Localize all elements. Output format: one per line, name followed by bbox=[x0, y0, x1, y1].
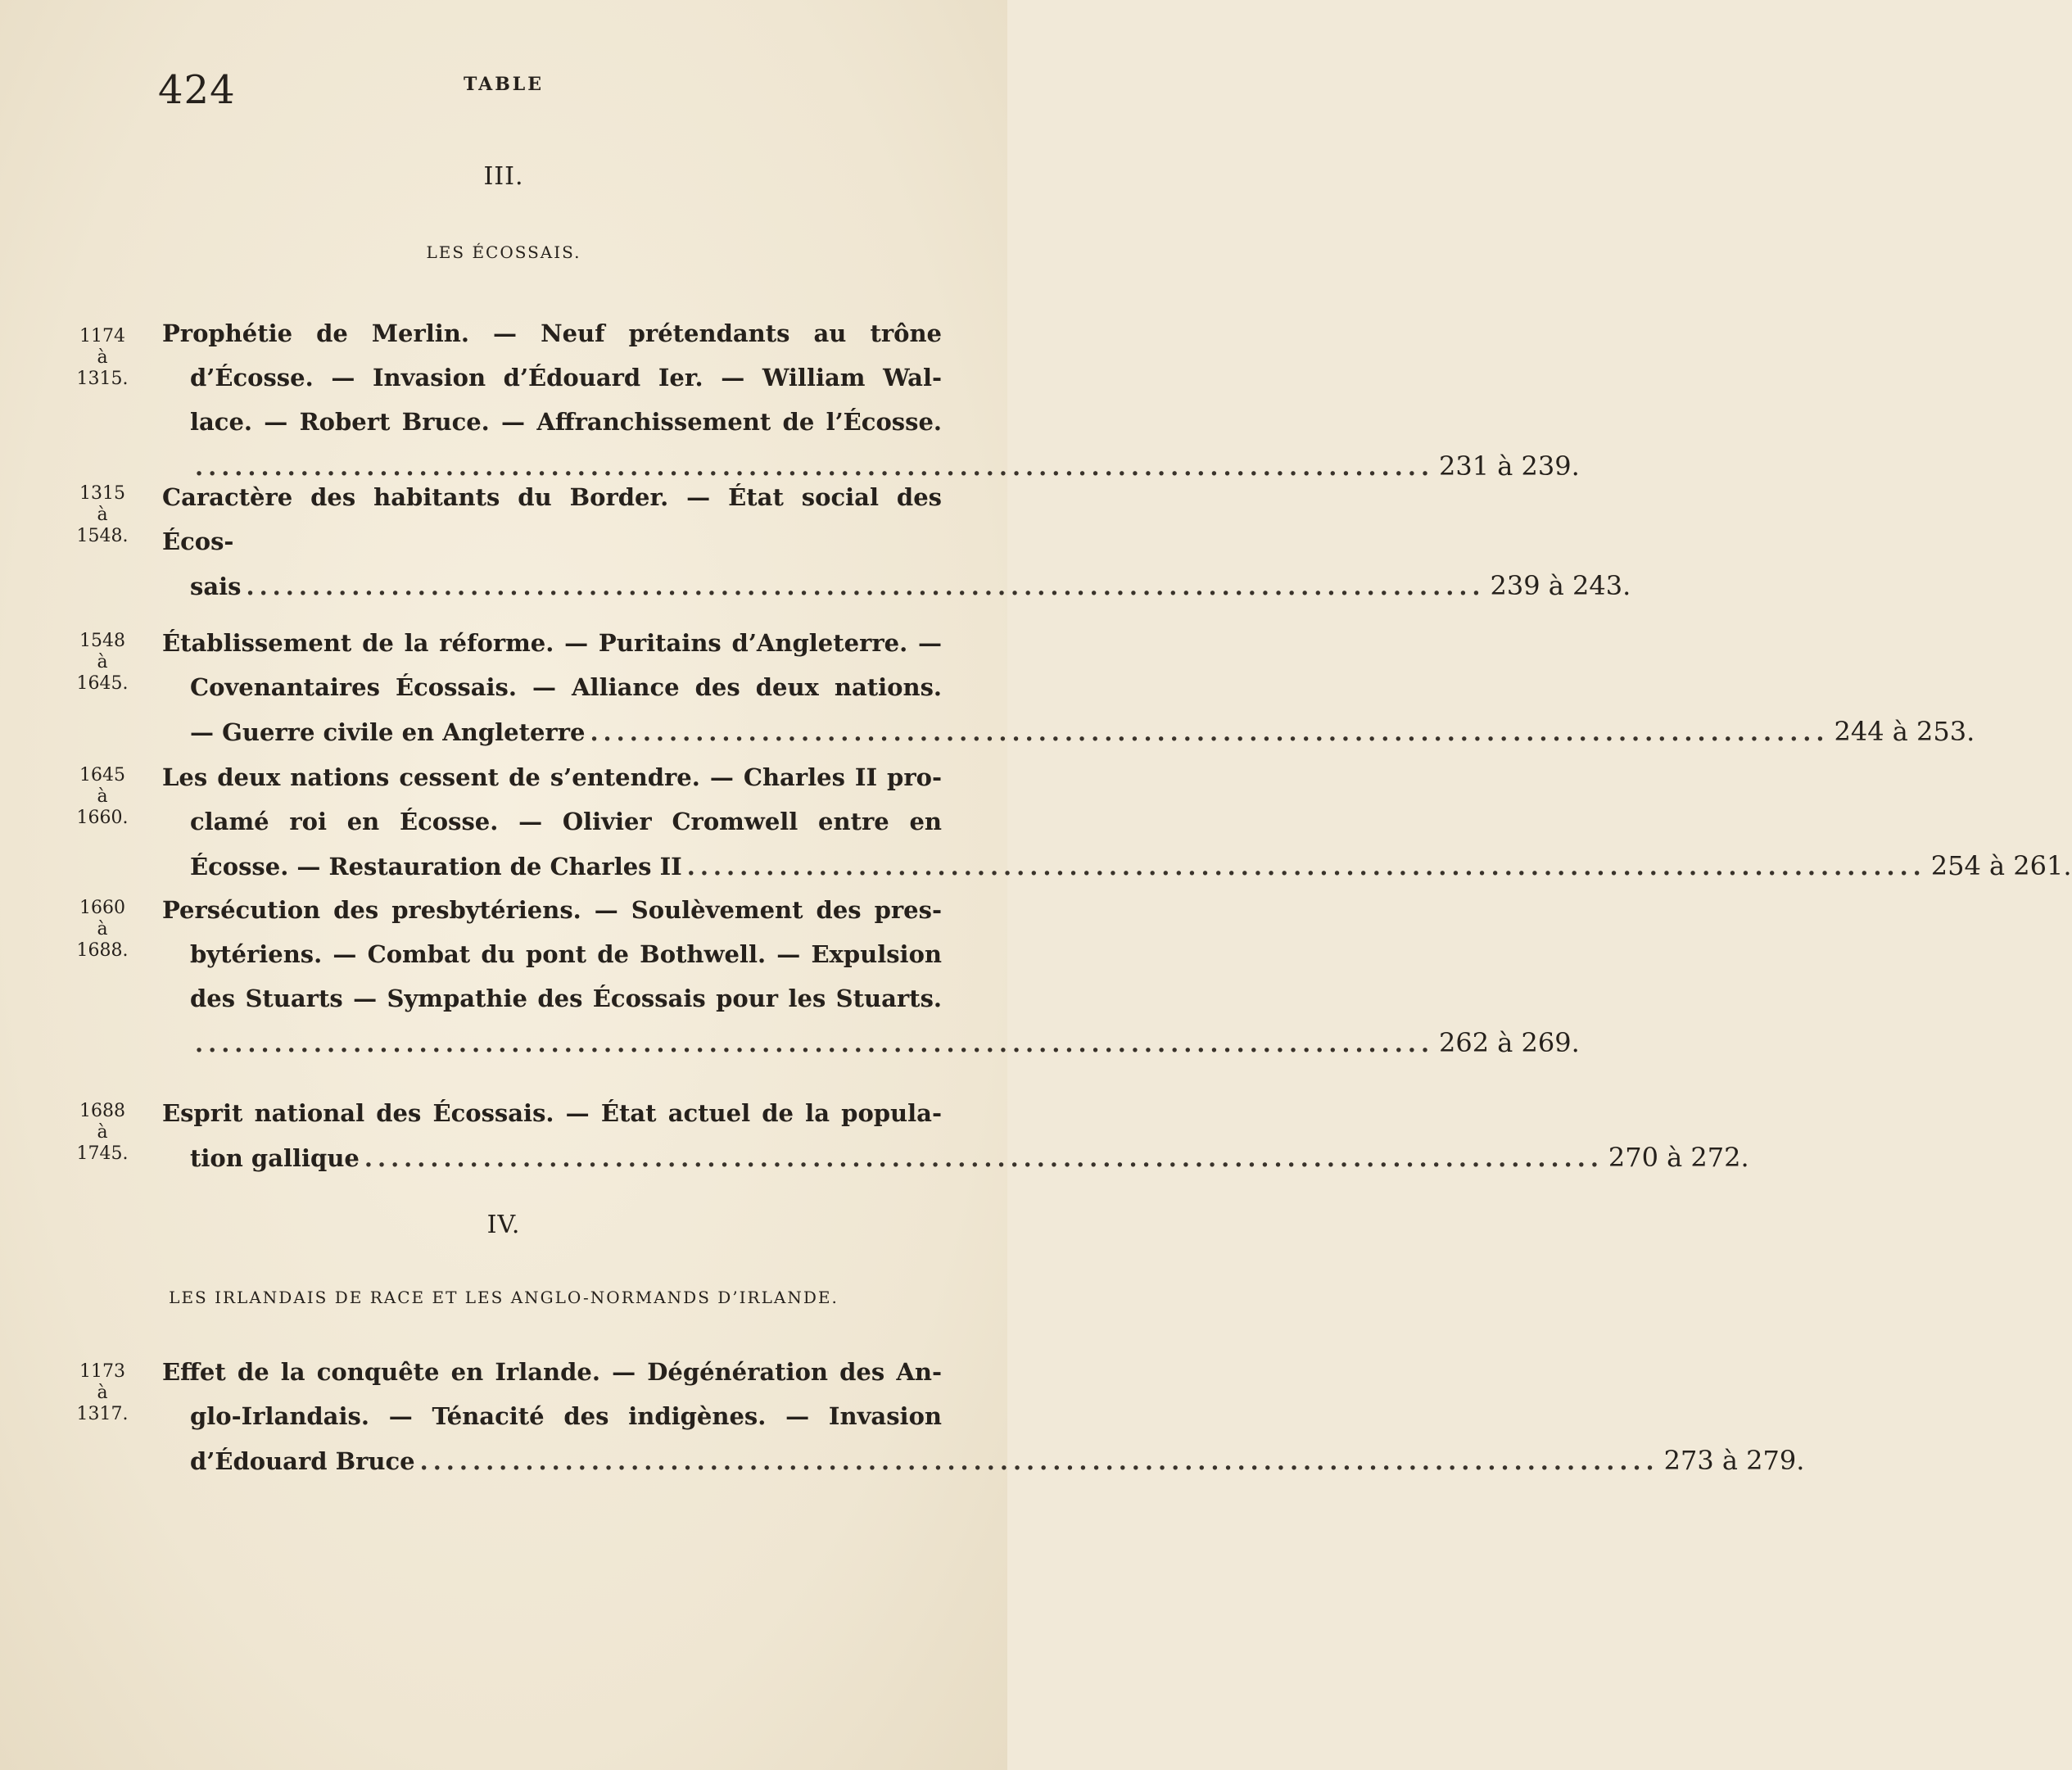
entry-line: Les deux nations cessent de s’entendre. — Charles II pro- bbox=[162, 763, 942, 791]
page-range: 239 à 243. bbox=[1490, 570, 1631, 601]
entry-dates bbox=[66, 898, 139, 962]
date-start: 1315 bbox=[79, 483, 125, 504]
leader-text: Écosse. — Restauration de Charles II bbox=[190, 853, 682, 880]
entry-line: Effet de la conquête en Irlande. — Dégénération des An- bbox=[162, 1358, 942, 1386]
dot-leader: .............................................................................................. bbox=[590, 718, 1830, 746]
entry-line: Persécution des presbytériens. — Soulèvement des pres- bbox=[162, 896, 942, 924]
date-sep: à bbox=[97, 652, 108, 672]
date-sep: à bbox=[97, 919, 108, 939]
entry-dates bbox=[66, 483, 139, 547]
entry-text bbox=[162, 311, 1580, 489]
entry-line: des Stuarts — Sympathie des Écossais pour les Stuarts. bbox=[190, 985, 942, 1012]
leader-text: sais bbox=[190, 573, 242, 600]
date-start: 1173 bbox=[79, 1361, 125, 1382]
entry-text bbox=[162, 475, 1631, 609]
page-range: 262 à 269. bbox=[1439, 1027, 1580, 1058]
entry-dates bbox=[66, 1361, 139, 1425]
date-end: 1317. bbox=[76, 1404, 129, 1424]
date-end: 1660. bbox=[76, 808, 129, 828]
entry-text bbox=[162, 755, 2072, 889]
date-sep: à bbox=[97, 786, 108, 807]
leader-line bbox=[162, 564, 1631, 609]
date-start: 1548 bbox=[79, 631, 125, 651]
entry-line: clamé roi en Écosse. — Olivier Cromwell entre en bbox=[190, 808, 942, 835]
page-header bbox=[0, 67, 1007, 116]
entry-line: bytériens. — Combat du pont de Bothwell. — Expulsion bbox=[190, 940, 942, 968]
entry-dates bbox=[66, 631, 139, 695]
entry-line: glo-Irlandais. — Ténacité des indigènes. — Invasion bbox=[190, 1402, 942, 1430]
entry-line: Caractère des habitants du Border. — État social des Écos- bbox=[162, 483, 942, 555]
page-range: 270 à 272. bbox=[1608, 1142, 1749, 1173]
leader-text: tion gallique bbox=[190, 1144, 360, 1172]
leader-text: d’Édouard Bruce bbox=[190, 1447, 415, 1475]
date-sep: à bbox=[97, 1383, 108, 1403]
page-number: 424 bbox=[158, 67, 236, 113]
date-end: 1745. bbox=[76, 1143, 129, 1164]
date-start: 1645 bbox=[79, 765, 125, 785]
dot-leader: .............................................................................................. bbox=[195, 453, 1435, 481]
entry-line: Covenantaires Écossais. — Alliance des deux nations. bbox=[190, 673, 942, 701]
date-start: 1174 bbox=[79, 326, 125, 346]
date-sep: à bbox=[97, 505, 108, 525]
section-title: LES ÉCOSSAIS. bbox=[426, 242, 581, 262]
date-start: 1660 bbox=[79, 898, 125, 918]
dot-leader: .............................................................................................. bbox=[419, 1447, 1659, 1475]
date-end: 1315. bbox=[76, 369, 129, 389]
leader-line bbox=[162, 844, 2072, 889]
date-end: 1645. bbox=[76, 673, 129, 694]
date-end: 1688. bbox=[76, 940, 129, 961]
entry-text bbox=[162, 621, 1975, 754]
leader-line bbox=[162, 1021, 1580, 1066]
dot-leader: .............................................................................................. bbox=[686, 853, 1926, 880]
page-range: 273 à 279. bbox=[1663, 1445, 1805, 1476]
entry-dates bbox=[66, 326, 139, 390]
page-range: 244 à 253. bbox=[1834, 716, 1975, 747]
section-numeral: IV. bbox=[486, 1211, 521, 1239]
leader-line bbox=[162, 1438, 1805, 1483]
date-sep: à bbox=[97, 347, 108, 368]
entry-line: Établissement de la réforme. — Puritains d’Angleterre. — bbox=[162, 629, 942, 657]
page-range: 254 à 261. bbox=[1930, 850, 2072, 881]
entry-line: Prophétie de Merlin. — Neuf prétendants au trône bbox=[162, 319, 942, 347]
date-start: 1688 bbox=[79, 1101, 125, 1121]
entry-line: Esprit national des Écossais. — État actuel de la popula- bbox=[162, 1099, 942, 1127]
leader-text: — Guerre civile en Angleterre bbox=[190, 718, 586, 746]
leader-line bbox=[162, 1135, 1749, 1180]
date-sep: à bbox=[97, 1122, 108, 1143]
entry-text bbox=[162, 1350, 1805, 1483]
entry-text bbox=[162, 888, 1580, 1066]
date-end: 1548. bbox=[76, 526, 129, 546]
entry-line: d’Écosse. — Invasion d’Édouard Ier. — William Wal- bbox=[190, 364, 942, 392]
section-numeral: III. bbox=[483, 162, 524, 191]
section-title: LES IRLANDAIS DE RACE ET LES ANGLO-NORMANDS D’IRLANDE. bbox=[169, 1288, 839, 1307]
dot-leader: .............................................................................................. bbox=[246, 573, 1486, 600]
page-range: 231 à 239. bbox=[1439, 450, 1580, 482]
entry-dates bbox=[66, 1101, 139, 1165]
entry-text bbox=[162, 1091, 1749, 1180]
dot-leader: .............................................................................................. bbox=[195, 1030, 1435, 1057]
leader-line bbox=[162, 709, 1975, 754]
running-title: TABLE bbox=[463, 74, 545, 95]
entry-dates bbox=[66, 765, 139, 829]
entry-line: lace. — Robert Bruce. — Affranchissement de l’Écosse. bbox=[190, 408, 942, 436]
dot-leader: .............................................................................................. bbox=[364, 1144, 1604, 1172]
